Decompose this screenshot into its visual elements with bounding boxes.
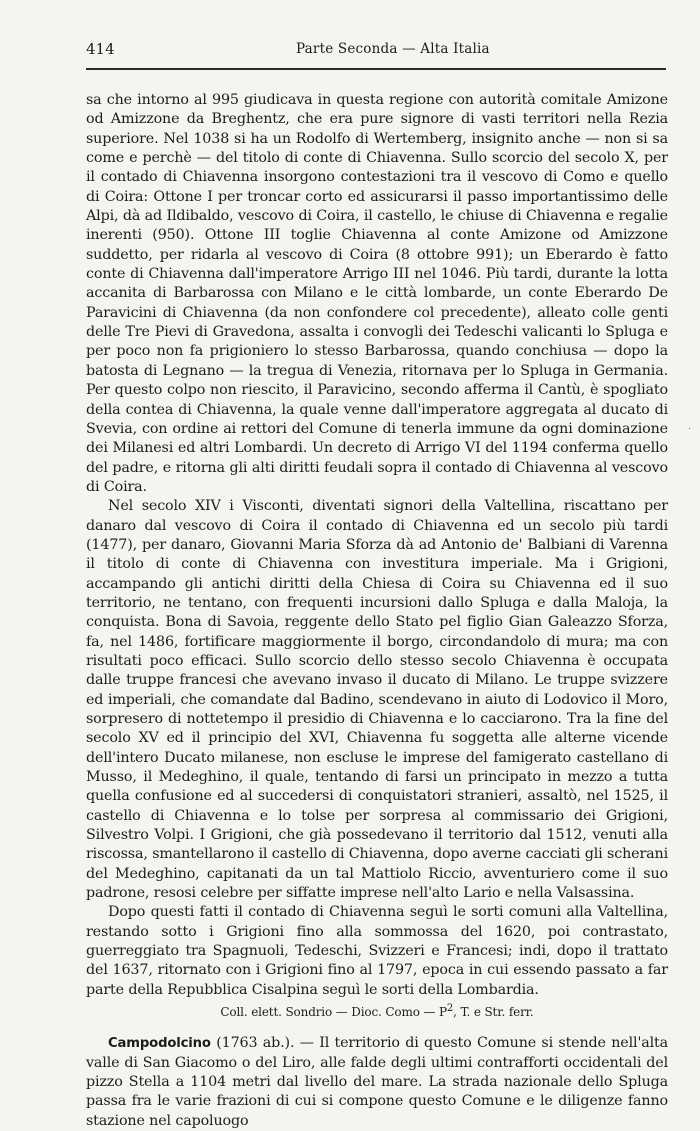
- running-title: Parte Seconda — Alta Italia: [296, 41, 490, 57]
- citation-suffix: , T. e Str. ferr.: [453, 1005, 534, 1020]
- entry-name: Campodolcino: [108, 1036, 211, 1052]
- paragraph-continuation: sa che intorno al 995 giudicava in questa regione con autorità comitale Amizone od Amizzone da Breghentz, che era pure signore di vasti territori nella Rezia superiore. Nel 1038 si ha un Rodolfo di Wertemberg, insignito anche — non si sa come e perchè — del titolo di conte di Chiavenna. Sullo scorcio del secolo X, per il contado di Chiavenna insorgono contestazioni tra il vescovo di Como e quello di Coira: Ottone I per troncar corto ed assicurarsi il passo importantissimo delle Alpi, dà ad Ildibaldo, vescovo di Coira, il castello, le chiuse di Chiavenna e regalie inerenti (950). Ottone III toglie Chiavenna al conte Amizone od Amizzone suddetto, per ridarla al vescovo di Coira (8 ottobre 991); un Eberardo è fatto conte di Chiavenna dall'imperatore Arrigo III nel 1046. Più tardi, durante la lotta accanita di Barbarossa con Milano e le città lombarde, un conte Eberardo De Paravicini di Chiavenna (da non confondere col precedente), alleato colle genti delle Tre Pievi di Gravedona, assalta i convogli dei Tedeschi valicanti lo Spluga e per poco non fa prigioniero lo stesso Barbarossa, quando conchiusa — dopo la batosta di Legnano — la tregua di Venezia, ritornava per lo Spluga in Germania. Per questo colpo non riescito, il Paravicino, secondo afferma il Cantù, è spogliato della contea di Chiavenna, la quale venne dall'imperatore aggregata al ducato di Svevia, con ordine ai rettori del Comune di tenerla immune da ogni dominazione dei Milanesi ed altri Lombardi. Un decreto di Arrigo VI del 1194 conferma quello del padre, e ritorna gli alti diritti feudali sopra il contado di Chiavenna al vescovo di Coira.: [86, 92, 668, 495]
- citation-line: [86, 1000, 668, 1021]
- header-rule: [86, 68, 666, 71]
- paragraph-grigioni: Dopo questi fatti il contado di Chiavenna seguì le sorti comuni alla Valtellina, restando sotto i Grigioni fino alla sommossa del 1620, poi contrastato, guerreggiato tra Spagnuoli, Tedeschi, Svizzeri e Francesi; indi, dopo il trattato del 1637, ritornato con i Grigioni fino al 1797, epoca in cui essendo passato a far parte della Repubblica Cisalpina seguì le sorti della Lombardia.: [86, 904, 668, 998]
- citation-prefix: Coll. elett. Sondrio — Dioc. Como — P: [220, 1005, 447, 1020]
- page-body: [86, 91, 668, 1131]
- entry-campodolcino: [86, 1034, 668, 1131]
- page-number: 414: [86, 40, 115, 58]
- running-header: [86, 40, 666, 64]
- margin-mark: ·: [688, 424, 692, 435]
- entry-text: (1763 ab.). — Il territorio di questo Comune si stende nell'alta valle di San Giacomo o del Liro, alle falde degli ultimi contrafforti occidentali del pizzo Stella a 1104 metri dal livello del mare. La strada nazionale dello Spluga passa fra le varie frazioni di cui si compone questo Comune e le diligenze fanno stazione nel capoluogo: [86, 1035, 668, 1129]
- citation-superscript: 2: [446, 1003, 454, 1015]
- paragraph-visconti: Nel secolo XIV i Visconti, diventati signori della Valtellina, riscattano per danaro dal vescovo di Coira il contado di Chiavenna ed un secolo più tardi (1477), per danaro, Giovanni Maria Sforza dà ad Antonio de' Balbiani di Varenna il titolo di conte di Chiavenna con investitura imperiale. Ma i Grigioni, accampando gli antichi diritti della Chiesa di Coira su Chiavenna ed il suo territorio, ne tentano, con frequenti incursioni dallo Spluga e dalla Maloja, la conquista. Bona di Savoia, reggente dello Stato pel figlio Gian Galeazzo Sforza, fa, nel 1486, fortificare maggiormente il borgo, circondandolo di mura; ma con risultati poco efficaci. Sullo scorcio dello stesso secolo Chiavenna è occupata dalle truppe francesi che avevano invaso il ducato di Milano. Le truppe svizzere ed imperiali, che comandate dal Badino, scendevano in aiuto di Lodovico il Moro, sorpresero di nottetempo il presidio di Chiavenna e lo cacciarono. Tra la fine del secolo XV ed il principio del XVI, Chiavenna fu soggetta alle alterne vicende dell'intero Ducato milanese, non escluse le imprese del famigerato castellano di Musso, il Medeghino, il quale, tentando di farsi un principato in mezzo a tutta quella confusione ed al succedersi di conquistatori stranieri, assaltò, nel 1525, il castello di Chiavenna e lo tolse per sorpresa al commissario dei Grigioni, Silvestro Volpi. I Grigioni, che già possedevano il territorio dal 1512, venuti alla riscossa, smantellarono il castello di Chiavenna, dopo averne cacciati gli scherani del Medeghino, capitanati da un tal Mattiolo Riccio, avventuriero come il suo padrone, resosi celebre per siffatte imprese nell'alto Lario e nella Valsassina.: [86, 498, 668, 902]
